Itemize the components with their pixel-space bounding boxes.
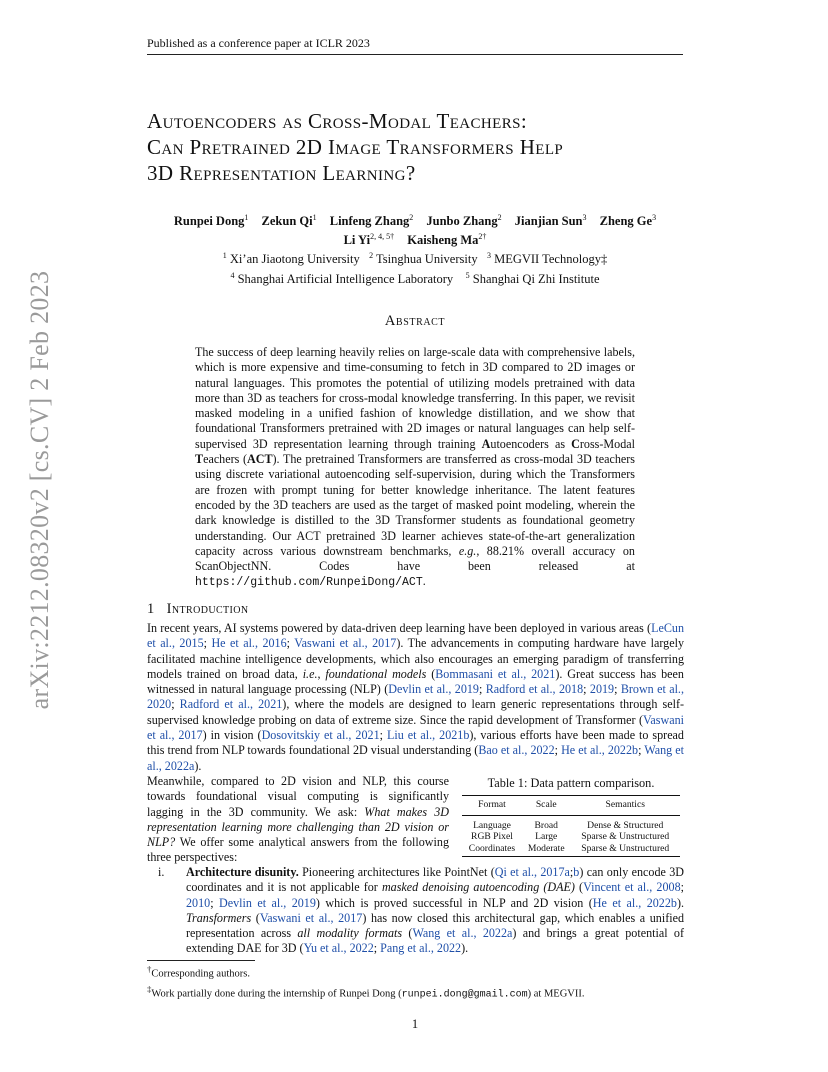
citation-link[interactable]: He et al., 2022b	[592, 895, 677, 910]
citation-link[interactable]: Bao et al., 2022	[478, 743, 555, 758]
citation-link[interactable]: Bommasani et al., 2021	[435, 666, 556, 681]
code-url-link[interactable]: https://github.com/RunpeiDong/ACT	[195, 576, 423, 590]
author-names	[147, 210, 683, 248]
author: Junbo Zhang$^2$	[426, 213, 502, 229]
table-cell: Broad	[534, 819, 558, 831]
citation-link[interactable]: Dosovitskiy et al., 2021	[261, 728, 380, 743]
affiliation: $^1$ Xi’an Jiaotong University	[222, 251, 360, 267]
wrapped-paragraph: Meanwhile, compared to 2D vision and NLP, this course towards foundational visual computing is significantly lagging in the 3D community. We ask: What makes 3D representation learning more challenging than 2D vision or NLP? We offer some analytical answers from the following three perspectives:	[147, 774, 449, 865]
list-marker: i.	[158, 865, 165, 879]
table-cell: Language	[473, 819, 511, 831]
table-cell: Sparse & Unstructured	[581, 831, 670, 842]
table-cell: Moderate	[522, 843, 571, 857]
citation-link[interactable]: Devlin et al., 2019	[388, 682, 479, 697]
table-caption: Table 1: Data pattern comparison.	[487, 776, 655, 790]
citation-link[interactable]: 2010	[186, 895, 211, 910]
abstract-text: The success of deep learning heavily relies on large-scale data with comprehensive labels, which is more expensive and time-consuming to fetch in 3D compared to 2D images or natural languages. This promotes the potential of utilizing models pretrained with data more than 3D as teachers for cross-modal knowledge transferring. In this paper, we revisit masked modeling in a unified fashion of knowledge distillation, and we show that foundational Transformers pretrained with 2D images or natural languages can help self-supervised 3D representation learning through training Autoencoders as Cross-Modal Teachers (ACT). The pretrained Transformers are transferred as cross-modal 3D teachers using discrete variational autoencoding self-supervision, during which the Transformers are frozen with prompt tuning for better knowledge inheritance. The latent features encoded by the 3D teachers are used as the target of masked point modeling, wherein the dark knowledge is distilled to the 3D Transformer students as foundational geometry understanding. Our ACT pretrained 3D learner achieves state-of-the-art generalization capacity across various downstream benchmarks, e.g., 88.21% overall accuracy on ScanObjectNN. Codes have been released at https://github.com/RunpeiDong/ACT.	[195, 345, 635, 590]
citation-link[interactable]: He et al., 2022b	[561, 743, 639, 758]
citation-link[interactable]: LeCun et al., 2015	[147, 621, 684, 651]
citation-link[interactable]: Devlin et al., 2019	[218, 895, 316, 910]
introduction-paragraph: In recent years, AI systems powered by data-driven deep learning have been deployed in various areas (LeCun et al., 2015; He et al., 2016; Vaswani et al., 2017). The advancements in computing hardware have largely facilitated machine intelligence developments, which also encourages an emerging paradigm of transferring models trained on broad data, i.e., foundational models (Bommasani et al., 2021). Great success has been witnessed in natural language processing (NLP) (Devlin et al., 2019; Radford et al., 2018; 2019; Brown et al., 2020; Radford et al., 2021), where the models are designed to learn generic representations through self-supervised knowledge probing on data of extreme size. Since the rapid development of Transformer (Vaswani et al., 2017) in vision (Dosovitskiy et al., 2021; Liu et al., 2021b), various efforts have been made to spread this trend from NLP towards foundational 2D visual understanding (Bao et al., 2022; He et al., 2022b; Wang et al., 2022a).	[147, 621, 684, 773]
table-header-cell: Semantics	[571, 796, 681, 816]
author: Zheng Ge$^3$	[599, 213, 657, 229]
affiliations-line-1	[147, 248, 683, 267]
affiliations-line-2	[147, 267, 683, 286]
data-pattern-table	[462, 795, 680, 857]
table-1	[462, 776, 680, 857]
citation-link[interactable]: Yu et al., 2022	[303, 941, 374, 956]
table-cell: Dense & Structured	[587, 819, 664, 831]
author: Kaisheng $Ma^{2\dagger}$	[407, 232, 487, 248]
author-block	[147, 210, 683, 287]
author: Runpei Dong$^1$	[173, 213, 249, 229]
abstract-heading: Abstract	[384, 313, 446, 329]
citation-link[interactable]: Radford et al., 2018	[485, 682, 584, 697]
table-row	[462, 843, 680, 857]
table-cell: Large	[535, 831, 558, 842]
table-header-cell: Format	[462, 796, 522, 816]
table-cell: Coordinates	[462, 843, 522, 857]
page-number: 1	[411, 1017, 419, 1031]
list-item: Architecture disunity. Pioneering architectures like PointNet (Qi et al., 2017a;b) can only encode 3D coordinates and it is not applicable for masked denoising autoencoding (DAE) (Vincent et al., 2008; 2010; Devlin et al., 2019) which is proved successful in NLP and 2D vision (He et al., 2022b). Transformers (Vaswani et al., 2017) has now closed this architectural gap, which enables a unified representation across all modality formats (Wang et al., 2022a) and brings a great potential of extending DAE for 3D (Yu et al., 2022; Pang et al., 2022).	[186, 865, 684, 956]
table-cell: RGB Pixel	[471, 831, 513, 842]
citation-link[interactable]: Pang et al., 2022	[380, 941, 462, 956]
paper-title	[147, 108, 707, 186]
title-line-1: Autoencoders as Cross-Modal Teachers:	[147, 109, 528, 133]
citation-link[interactable]: Wang et al., 2022a	[412, 926, 513, 941]
table-header-cell: Scale	[522, 796, 571, 816]
footnote-2: ‡Work partially done during the internship of Runpei Dong (runpei.dong@gmail.com) at MEGVII.	[147, 983, 585, 1000]
table-header-row	[462, 796, 680, 816]
affiliation: $^4$ Shanghai Artificial Intelligence Laboratory	[230, 270, 454, 286]
table-cell: Sparse & Unstructured	[571, 843, 681, 857]
citation-link[interactable]: Brown et al., 2020	[147, 682, 684, 712]
citation-link[interactable]: 2019	[589, 682, 615, 697]
citation-link[interactable]: b	[573, 865, 580, 879]
citation-link[interactable]: Vaswani et al., 2017	[259, 910, 363, 925]
affiliation: $^2$ Tsinghua University	[369, 251, 478, 267]
affiliation: $^5$ Shanghai Qi Zhi Institute	[465, 270, 600, 286]
citation-link[interactable]: Vaswani et al., 2017	[147, 712, 684, 743]
citation-link[interactable]: Vincent et al., 2008	[583, 880, 681, 895]
affiliation: $^3$ MEGVII Technology‡	[486, 251, 608, 267]
section-heading-introduction: 1 Introduction	[147, 601, 249, 617]
citation-link[interactable]: Qi et al., 2017a	[494, 865, 570, 879]
title-line-3: 3D Representation Learning?	[147, 161, 416, 185]
email-link[interactable]: runpei.dong@gmail.com	[401, 989, 528, 1000]
footnotes	[147, 962, 684, 1002]
research-question: What makes 3D representation learning more challenging than 2D vision or NLP?	[147, 804, 449, 850]
title-line-2: Can Pretrained 2D Image Transformers Help	[147, 135, 564, 159]
footnote-1: †Corresponding authors.	[147, 964, 250, 980]
running-header: Published as a conference paper at ICLR 2023	[147, 36, 370, 50]
citation-link[interactable]: Wang et al., 2022a	[147, 743, 684, 773]
header-rule	[147, 54, 683, 55]
arxiv-sidebar	[20, 240, 60, 740]
author: Linfeng Zhang$^2$	[329, 213, 414, 229]
arxiv-identifier: arXiv:2212.08320v2 [cs.CV] 2 Feb 2023	[25, 270, 54, 710]
table-row	[462, 831, 680, 843]
citation-link[interactable]: Liu et al., 2021b	[386, 728, 470, 743]
author: Jianjian Sun$^3$	[514, 213, 587, 229]
author: Zekun Qi$^1$	[261, 213, 317, 229]
table-row	[462, 815, 680, 831]
author: Li $Yi^{2, 4, 5\dagger}$	[343, 232, 395, 248]
citation-link[interactable]: He et al., 2016	[211, 636, 287, 651]
citation-link[interactable]: Radford et al., 2021	[179, 697, 283, 712]
footnote-rule	[147, 960, 255, 961]
citation-link[interactable]: Vaswani et al., 2017	[294, 636, 397, 651]
